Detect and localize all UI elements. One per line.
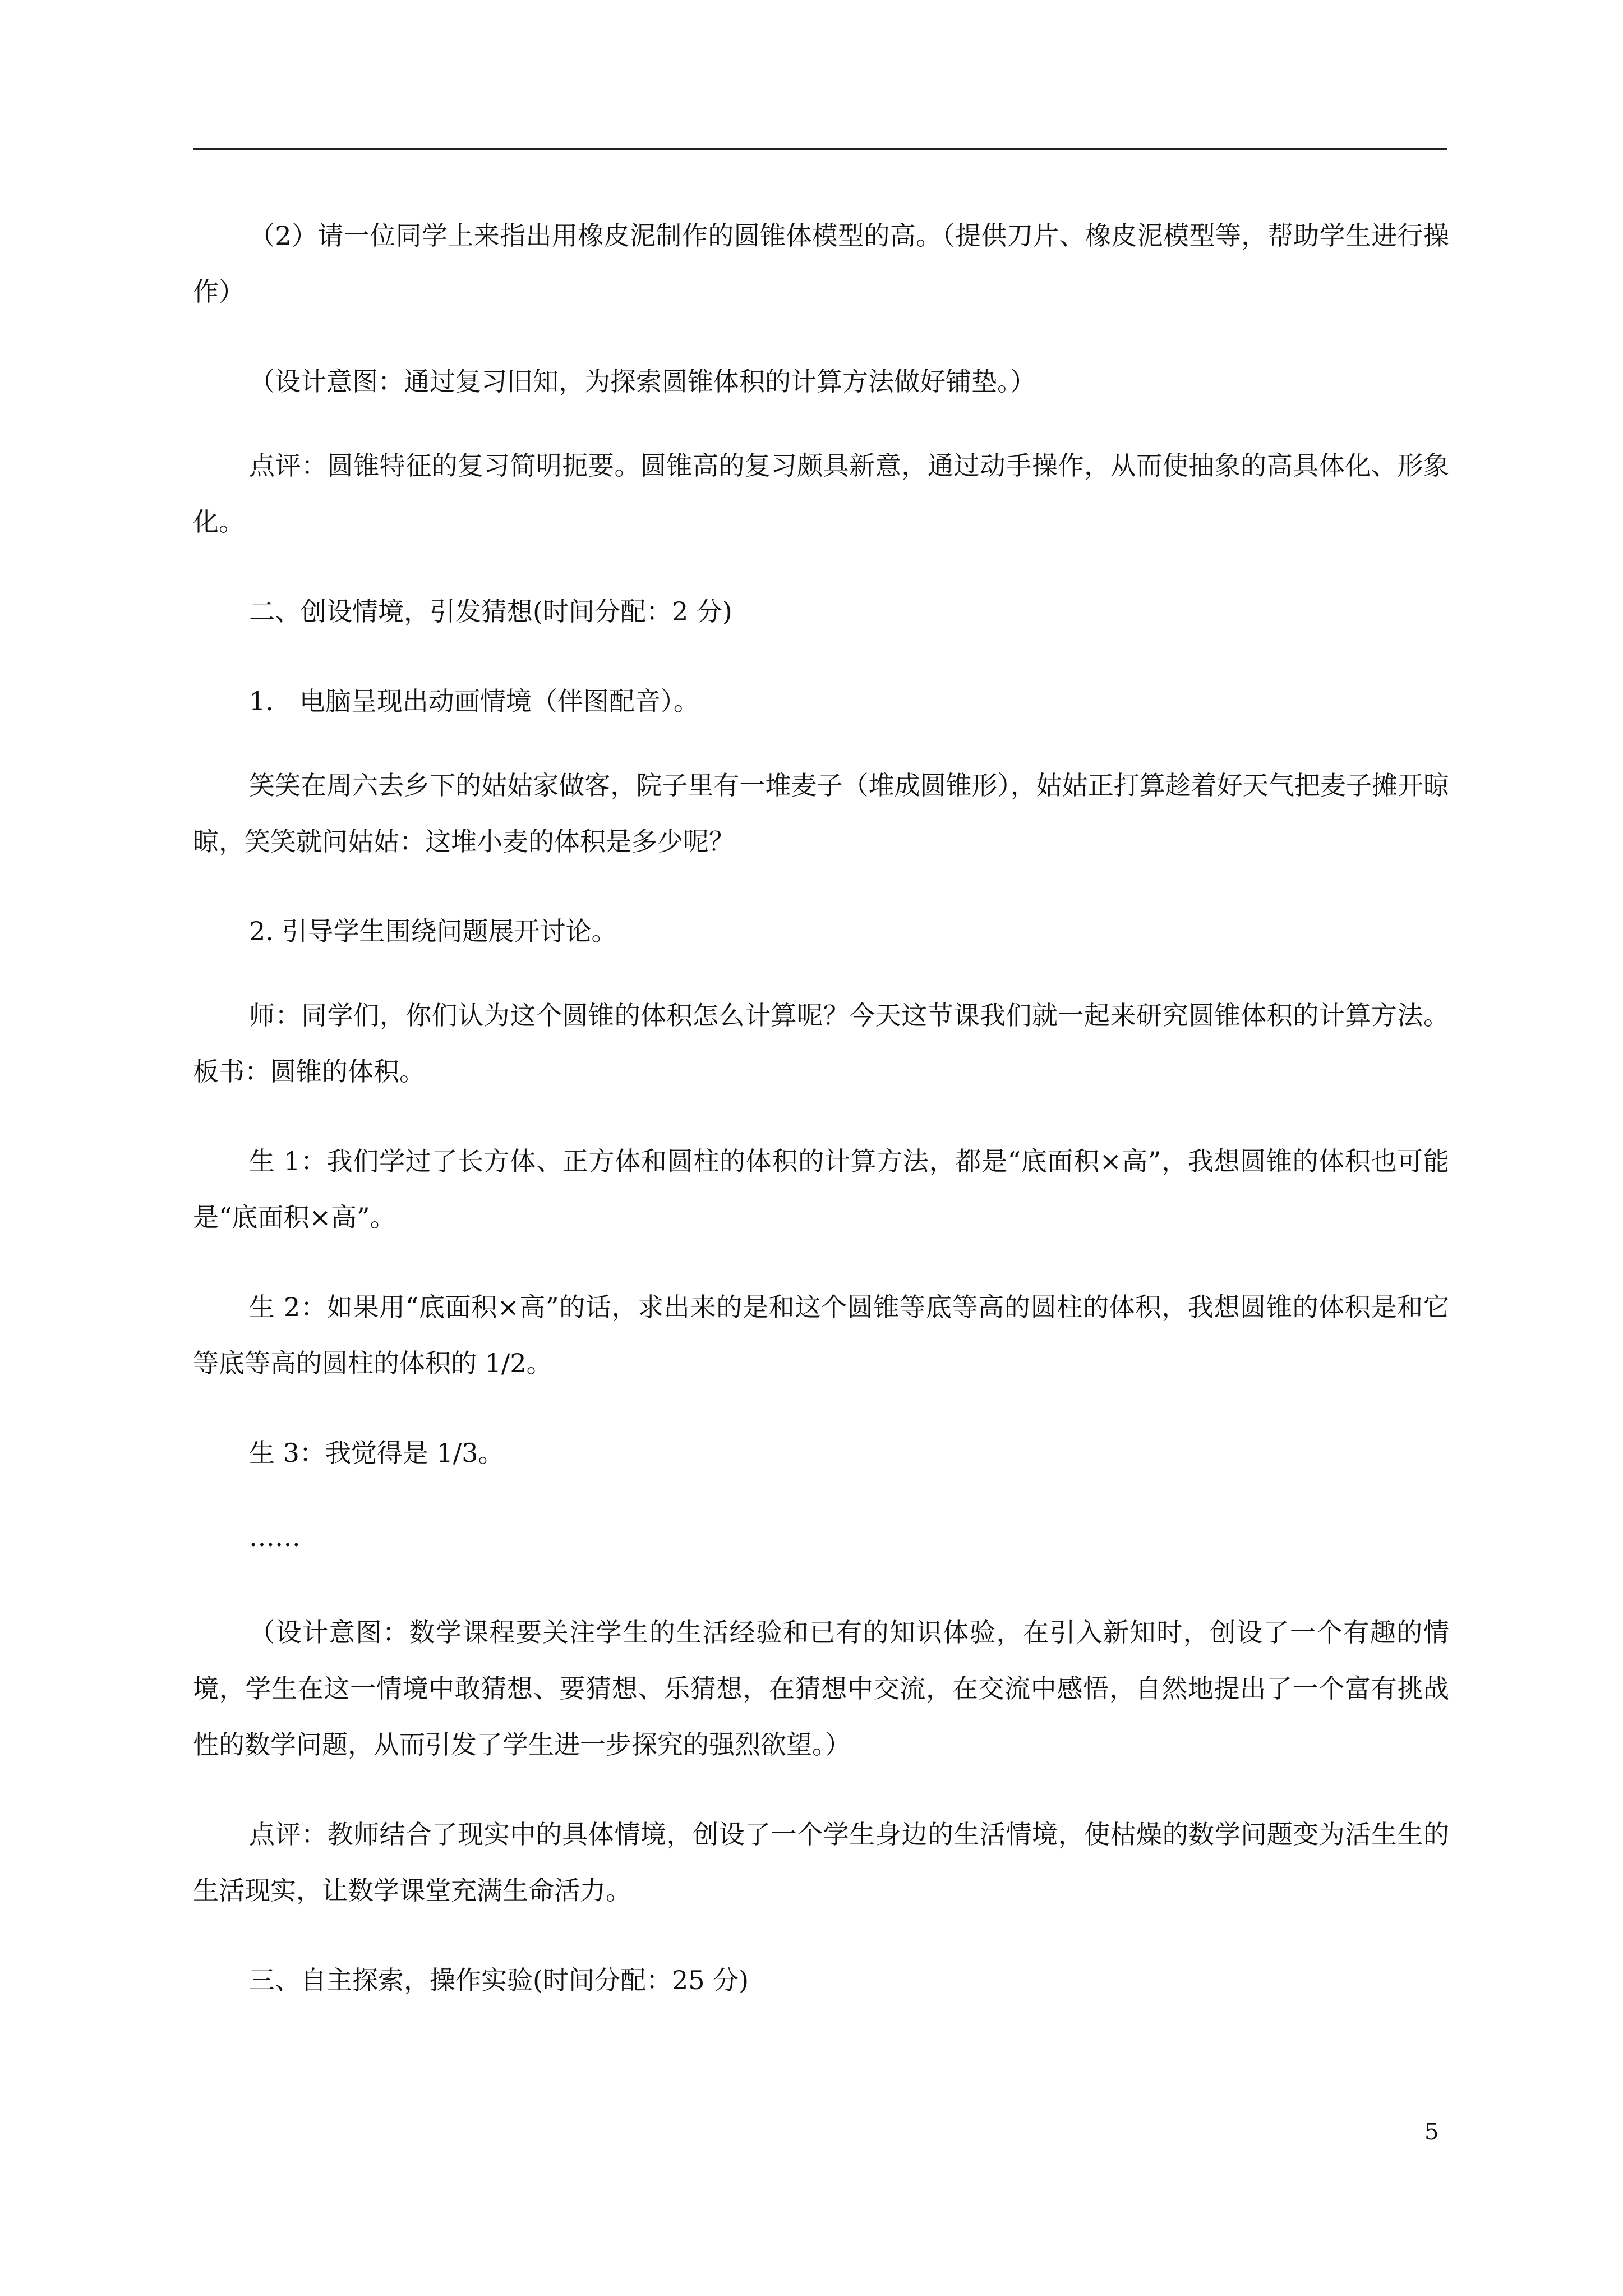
header-rule [193,148,1447,150]
paragraph-student-1: 生 1：我们学过了长方体、正方体和圆柱的体积的计算方法，都是“底面积×高”，我想圆锥的体积也可能是“底面积×高”。 [193,1146,1449,1232]
section-heading-3: 三、自主探索，操作实验(时间分配：25 分) [249,1965,749,1995]
paragraph-ellipsis: …… [249,1522,301,1552]
paragraph-comment-2: 点评：教师结合了现实中的具体情境，创设了一个学生身边的生活情境，使枯燥的数学问题变为活生生的生活现实，让数学课堂充满生命活力。 [193,1819,1449,1906]
paragraph-comment-1: 点评：圆锥特征的复习简明扼要。圆锥高的复习颇具新意，通过动手操作，从而使抽象的高具体化、形象化。 [193,450,1449,537]
paragraph-student-3: 生 3：我觉得是 1/3。 [249,1438,504,1468]
paragraph-design-intent-1: （设计意图：通过复习旧知，为探索圆锥体积的计算方法做好铺垫。） [249,366,1036,397]
paragraph-student-2: 生 2：如果用“底面积×高”的话，求出来的是和这个圆锥等底等高的圆柱的体积，我想圆锥的体积是和它等底等高的圆柱的体积的 1/2。 [193,1292,1449,1378]
paragraph-item-1: 1. 电脑呈现出动画情境（伴图配音）。 [249,686,699,716]
paragraph-story: 笑笑在周六去乡下的姑姑家做客，院子里有一堆麦子（堆成圆锥形），姑姑正打算趁着好天气把麦子摊开晾晾，笑笑就问姑姑：这堆小麦的体积是多少呢？ [193,770,1449,857]
paragraph-step-2: （2）请一位同学上来指出用橡皮泥制作的圆锥体模型的高。（提供刀片、橡皮泥模型等，帮助学生进行操作） [193,220,1449,307]
paragraph-item-2: 2. 引导学生围绕问题展开讨论。 [249,916,617,946]
paragraph-teacher: 师：同学们，你们认为这个圆锥的体积怎么计算呢？今天这节课我们就一起来研究圆锥体积的计算方法。板书：圆锥的体积。 [193,1000,1449,1087]
paragraph-design-intent-2: （设计意图：数学课程要关注学生的生活经验和已有的知识体验，在引入新知时，创设了一个有趣的情境，学生在这一情境中敢猜想、要猜想、乐猜想，在猜想中交流，在交流中感悟，自然地提出了一个富有挑战性的数学问题，从而引发了学生进一步探究的强烈欲望。） [193,1617,1449,1760]
page-number: 5 [1424,2119,1439,2145]
section-heading-2: 二、创设情境，引发猜想(时间分配：2 分) [249,596,732,627]
